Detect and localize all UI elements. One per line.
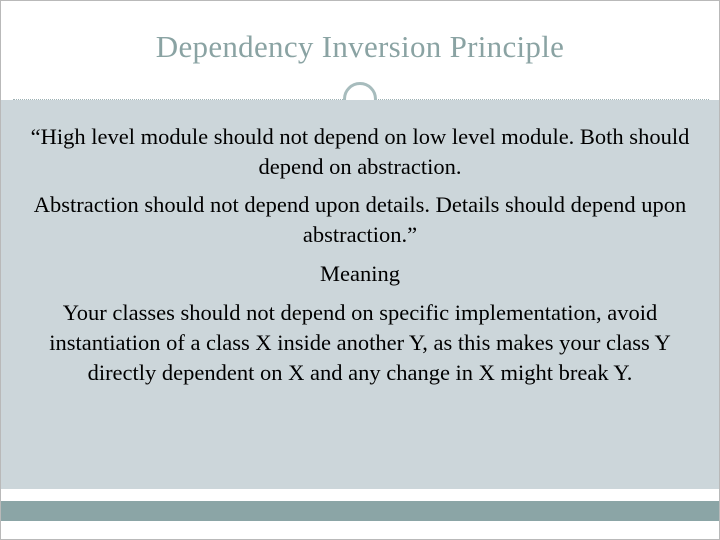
footer-area: [1, 489, 719, 539]
body-paragraph: Your classes should not depend on specific implementation, avoid instantiation of a class X inside another Y, as this makes your class Y directly dependent on X and any change in X might break Y.: [49, 300, 671, 385]
footer-accent-band: [1, 501, 719, 521]
page-title: Dependency Inversion Principle: [155, 29, 565, 64]
body-area: [1, 100, 719, 489]
body-paragraph: “High level module should not depend on low level module. Both should depend on abstraction.: [30, 124, 690, 179]
body-content: [1, 100, 719, 388]
body-paragraph-meaning: Meaning: [320, 260, 400, 286]
body-paragraph: Abstraction should not depend upon details. Details should depend upon abstraction.”: [33, 192, 687, 248]
